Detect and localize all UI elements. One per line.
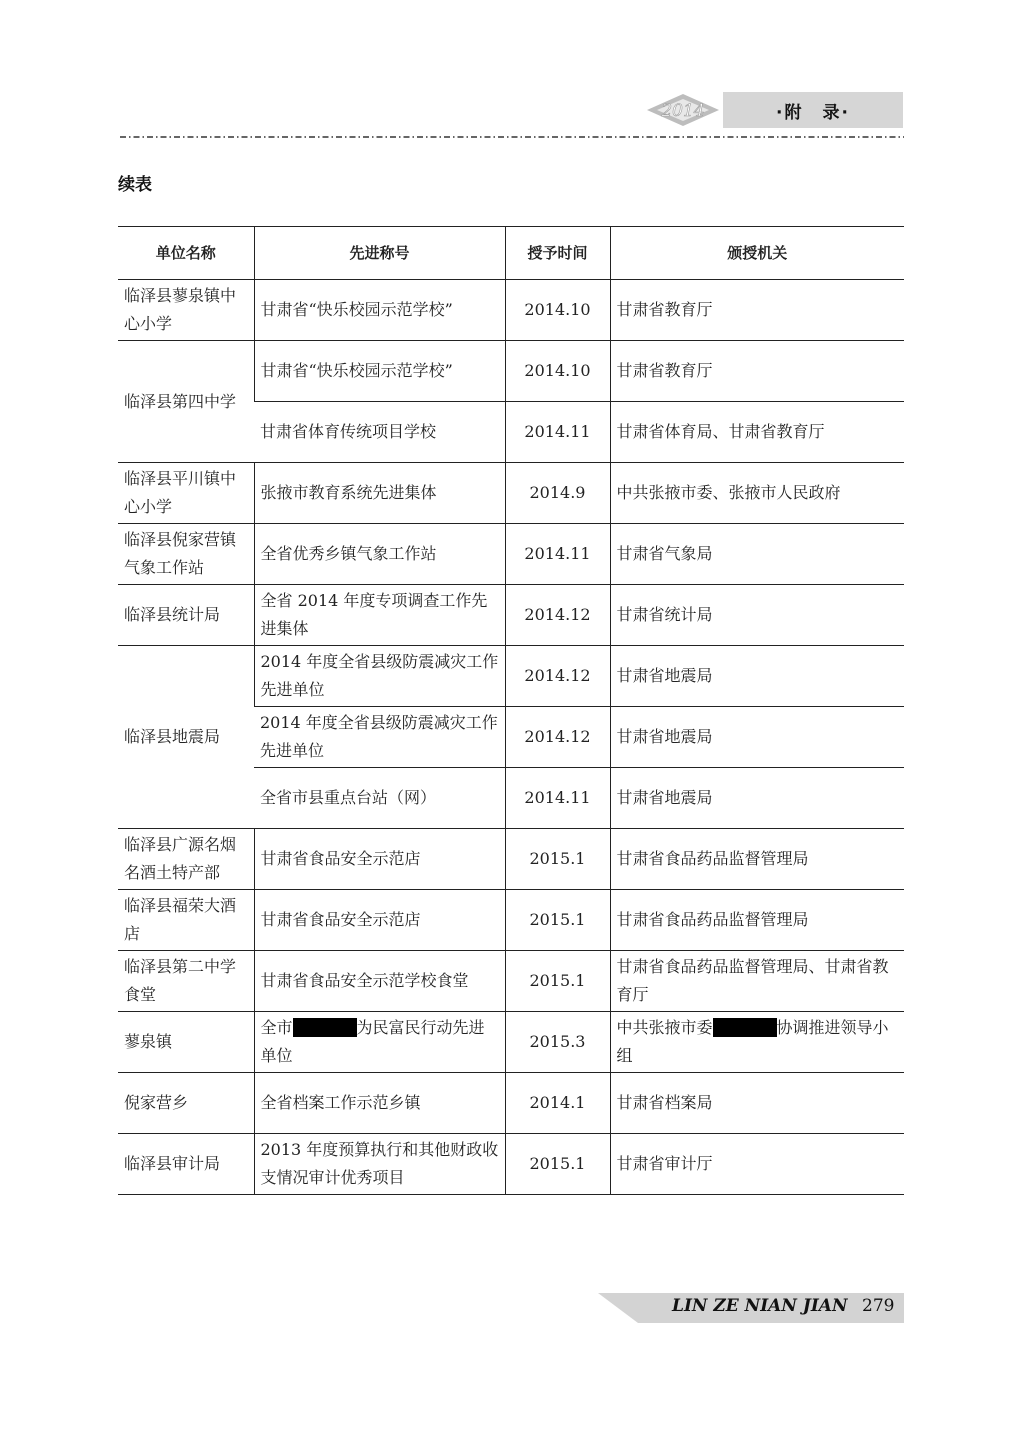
table-row [118, 1073, 904, 1134]
table-row [118, 951, 904, 1012]
redaction-block: 双联行动 [292, 1018, 357, 1037]
cell-unit: 蓼泉镇 [118, 1012, 254, 1073]
cell-date: 2014.11 [505, 402, 610, 463]
cell-date: 2014.11 [505, 524, 610, 585]
cell-title: 全省 2014 年度专项调查工作先进集体 [254, 585, 505, 646]
cell-title: 张掖市教育系统先进集体 [254, 463, 505, 524]
cell-date: 2014.11 [505, 768, 610, 829]
cell-title [254, 1012, 505, 1073]
cell-unit: 临泽县第四中学 [118, 341, 254, 463]
cell-date: 2014.12 [505, 585, 610, 646]
header-date: 授予时间 [505, 227, 610, 280]
running-title: LIN ZE NIAN JIAN [672, 1296, 848, 1316]
cell-unit: 临泽县平川镇中心小学 [118, 463, 254, 524]
cell-unit: 临泽县蓼泉镇中心小学 [118, 280, 254, 341]
cell-agency: 中共张掖市委、张掖市人民政府 [610, 463, 904, 524]
cell-agency: 甘肃省地震局 [610, 646, 904, 707]
cell-title: 甘肃省食品安全示范学校食堂 [254, 951, 505, 1012]
table-row [118, 280, 904, 341]
cell-date: 2014.1 [505, 1073, 610, 1134]
table-header-row [118, 227, 904, 280]
cell-unit: 倪家营乡 [118, 1073, 254, 1134]
cell-title: 全省优秀乡镇气象工作站 [254, 524, 505, 585]
section-title: ·附 录· [723, 92, 903, 128]
cell-agency: 甘肃省食品药品监督管理局、甘肃省教育厅 [610, 951, 904, 1012]
cell-date: 2014.12 [505, 646, 610, 707]
title-text: 为民富民行动先进单位 [260, 1018, 485, 1065]
cell-unit: 临泽县第二中学食堂 [118, 951, 254, 1012]
cell-unit: 临泽县地震局 [118, 646, 254, 829]
agency-text: 协调推进领导小组 [616, 1018, 889, 1065]
agency-text: 中共张掖市委 [616, 1018, 713, 1037]
redaction-block: 双联行动 [712, 1018, 777, 1037]
header-title: 先进称号 [254, 227, 505, 280]
cell-unit: 临泽县福荣大酒店 [118, 890, 254, 951]
cell-agency: 甘肃省档案局 [610, 1073, 904, 1134]
table-caption: 续表 [118, 175, 152, 195]
header-agency: 颁授机关 [610, 227, 904, 280]
header-unit: 单位名称 [118, 227, 254, 280]
cell-title: 甘肃省食品安全示范店 [254, 829, 505, 890]
cell-title: 甘肃省“快乐校园示范学校” [254, 341, 505, 402]
table-row [118, 890, 904, 951]
year-mark: 2014 [661, 101, 705, 121]
cell-date: 2015.1 [505, 829, 610, 890]
page-number: 279 [862, 1296, 895, 1316]
cell-agency: 甘肃省地震局 [610, 768, 904, 829]
cell-title: 2014 年度全省县级防震减灾工作先进单位 [254, 707, 505, 768]
table-row [118, 341, 904, 402]
header-badge [643, 92, 903, 128]
cell-unit: 临泽县审计局 [118, 1134, 254, 1195]
cell-agency: 甘肃省统计局 [610, 585, 904, 646]
cell-date: 2015.1 [505, 890, 610, 951]
cell-agency [610, 1012, 904, 1073]
cell-date: 2014.10 [505, 280, 610, 341]
year-diamond-icon [643, 92, 723, 128]
table-row [118, 1012, 904, 1073]
cell-date: 2015.1 [505, 951, 610, 1012]
cell-agency: 甘肃省食品药品监督管理局 [610, 890, 904, 951]
cell-agency: 甘肃省体育局、甘肃省教育厅 [610, 402, 904, 463]
cell-date: 2014.12 [505, 707, 610, 768]
cell-date: 2014.10 [505, 341, 610, 402]
table-row [118, 524, 904, 585]
cell-date: 2014.9 [505, 463, 610, 524]
cell-title: 甘肃省“快乐校园示范学校” [254, 280, 505, 341]
title-text: 全市 [260, 1018, 293, 1037]
cell-unit: 临泽县倪家营镇气象工作站 [118, 524, 254, 585]
cell-title: 全省档案工作示范乡镇 [254, 1073, 505, 1134]
table-row [118, 646, 904, 707]
table-row [118, 1134, 904, 1195]
cell-agency: 甘肃省食品药品监督管理局 [610, 829, 904, 890]
cell-agency: 甘肃省教育厅 [610, 341, 904, 402]
dotted-divider [120, 134, 904, 140]
awards-table [118, 226, 904, 1195]
table-row [118, 585, 904, 646]
cell-agency: 甘肃省教育厅 [610, 280, 904, 341]
cell-title: 甘肃省食品安全示范店 [254, 890, 505, 951]
cell-title: 甘肃省体育传统项目学校 [254, 402, 505, 463]
table-row [118, 829, 904, 890]
cell-date: 2015.1 [505, 1134, 610, 1195]
cell-agency: 甘肃省气象局 [610, 524, 904, 585]
cell-title: 全省市县重点台站（网） [254, 768, 505, 829]
cell-unit: 临泽县广源名烟名酒土特产部 [118, 829, 254, 890]
cell-agency: 甘肃省审计厅 [610, 1134, 904, 1195]
table-row [118, 463, 904, 524]
cell-unit: 临泽县统计局 [118, 585, 254, 646]
cell-title: 2014 年度全省县级防震减灾工作先进单位 [254, 646, 505, 707]
cell-title: 2013 年度预算执行和其他财政收支情况审计优秀项目 [254, 1134, 505, 1195]
cell-agency: 甘肃省地震局 [610, 707, 904, 768]
cell-date: 2015.3 [505, 1012, 610, 1073]
